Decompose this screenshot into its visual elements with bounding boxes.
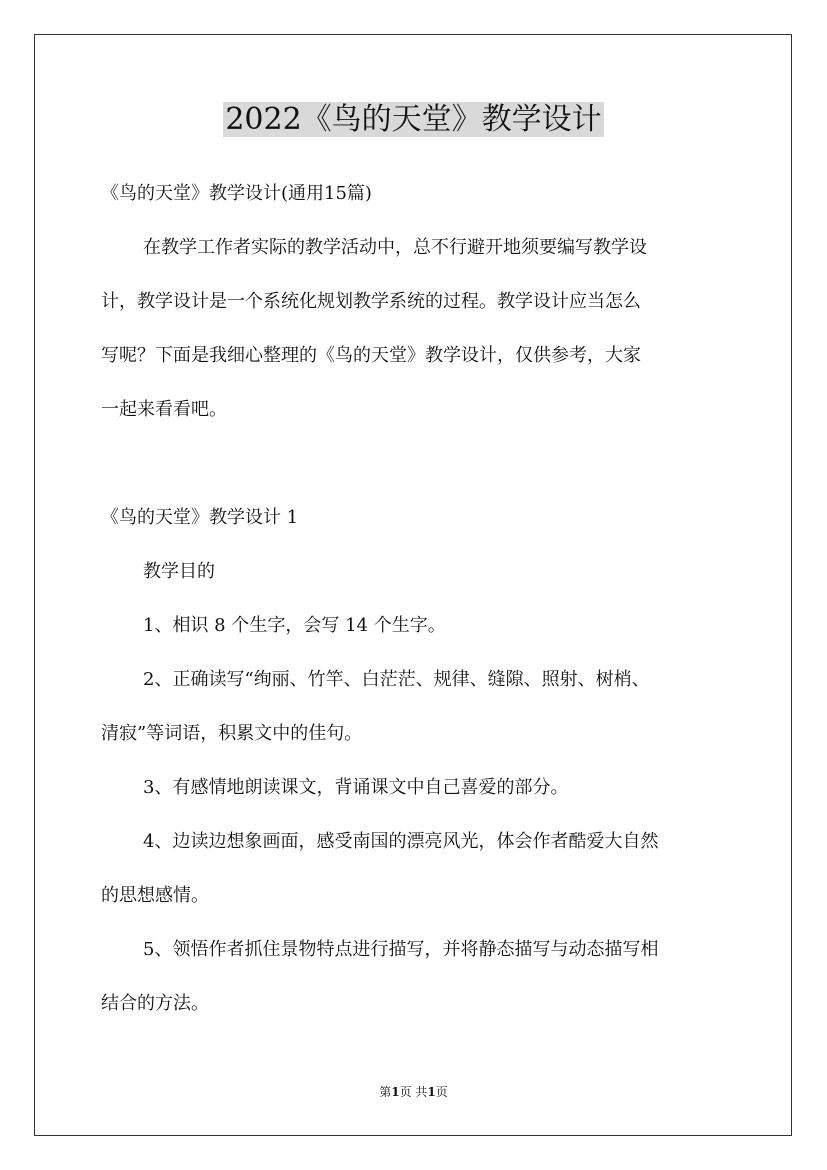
objective-line: 1、相识 8 个生字，会写 14 个生字。	[143, 615, 446, 636]
intro-line: 计，教学设计是一个系统化规划教学系统的过程。教学设计应当怎么	[101, 291, 641, 312]
objective-line: 清寂”等词语，积累文中的佳句。	[101, 723, 363, 744]
intro-line: 写呢？下面是我细心整理的《鸟的天堂》教学设计，仅供参考，大家	[101, 345, 641, 366]
document-title-text: 2022《鸟的天堂》教学设计	[225, 102, 602, 137]
document-subtitle: 《鸟的天堂》教学设计(通用15篇)	[101, 183, 372, 204]
objective-line: 2、正确读写“绚丽、竹竿、白茫茫、规律、缝隙、照射、树梢、	[143, 669, 650, 690]
objective-line: 3、有感情地朗读课文，背诵课文中自己喜爱的部分。	[143, 777, 569, 798]
objectives-heading: 教学目的	[143, 561, 215, 582]
footer-page-suffix: 页 共	[399, 1085, 428, 1099]
objective-line: 结合的方法。	[101, 993, 209, 1014]
intro-line: 在教学工作者实际的教学活动中，总不行避开地须要编写教学设	[143, 237, 647, 258]
document-title	[0, 100, 827, 140]
section-heading: 《鸟的天堂》教学设计 1	[101, 507, 299, 528]
footer-total-pages: 1	[427, 1085, 436, 1099]
footer-page-number: 1	[391, 1085, 400, 1099]
objective-line: 4、边读边想象画面，感受南国的漂亮风光，体会作者酷爱大自然	[143, 831, 659, 852]
page-footer	[0, 1084, 827, 1100]
intro-line: 一起来看看吧。	[101, 399, 227, 420]
objective-line: 5、领悟作者抓住景物特点进行描写，并将静态描写与动态描写相	[143, 939, 659, 960]
footer-prefix: 第	[379, 1085, 392, 1099]
objective-line: 的思想感情。	[101, 885, 209, 906]
footer-total-suffix: 页	[435, 1085, 448, 1099]
